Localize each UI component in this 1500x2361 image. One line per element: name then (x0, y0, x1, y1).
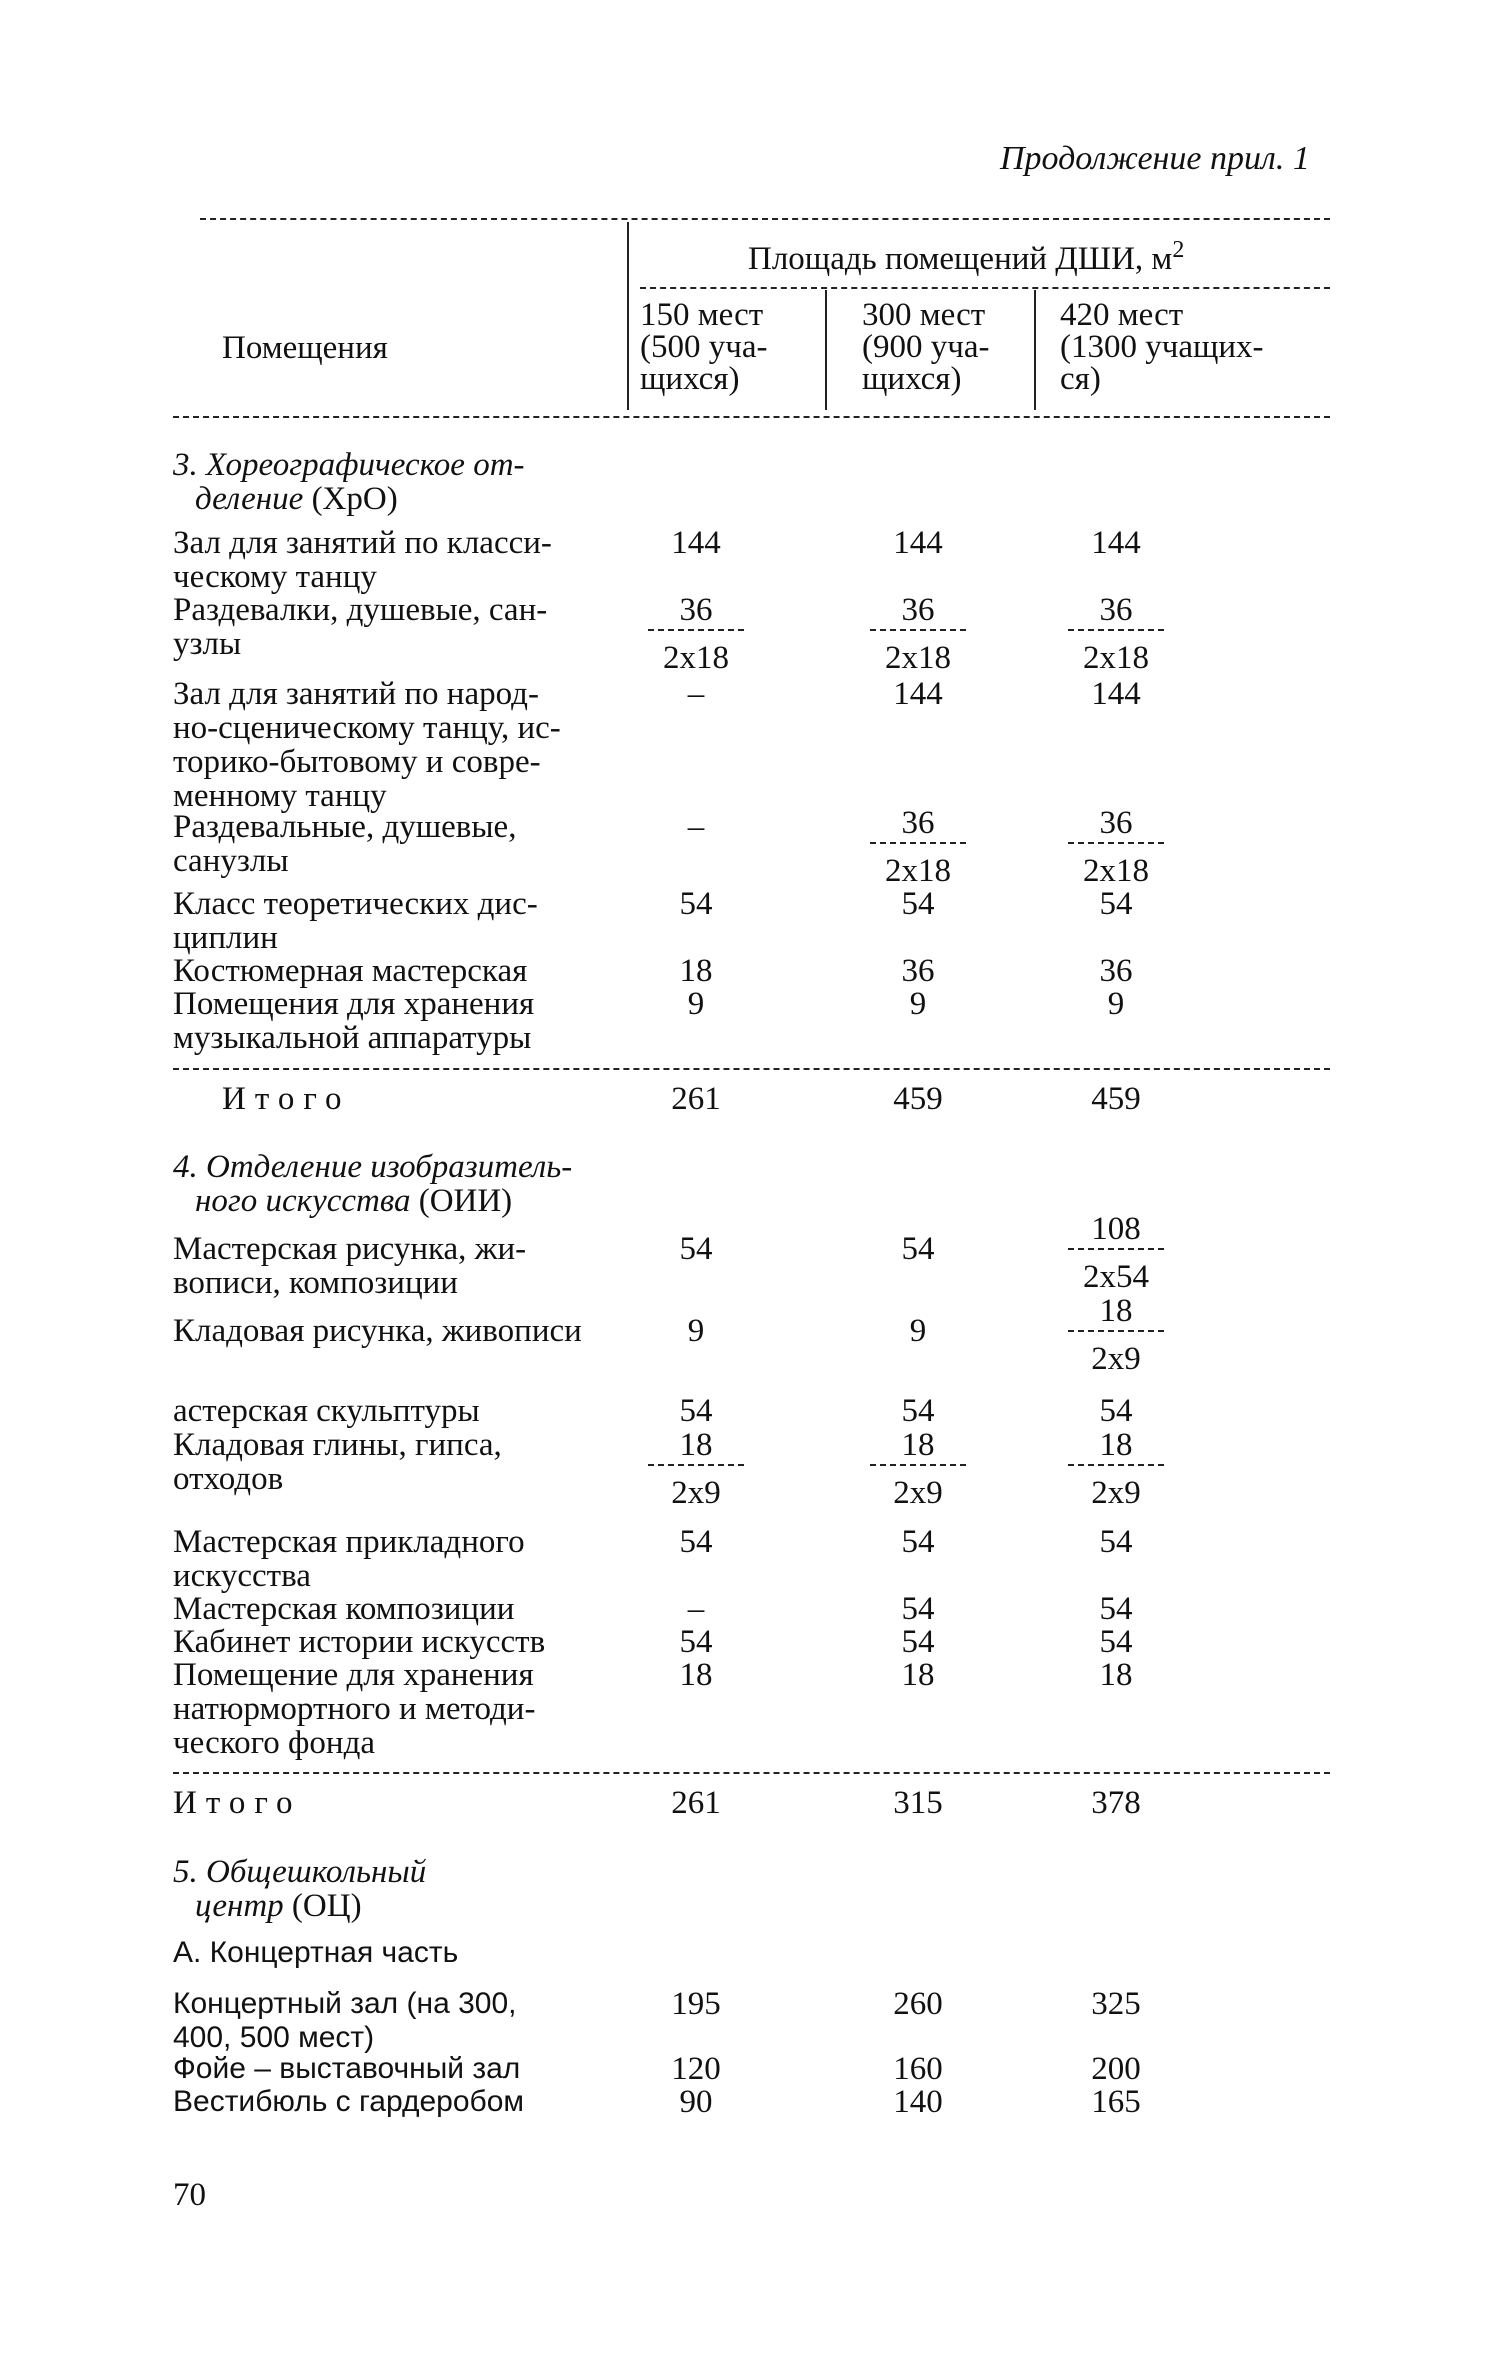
cell: 36 (1099, 953, 1133, 989)
section-3-total-label: Итого (222, 1081, 351, 1117)
fraction-cell: 18 2x9 (1046, 1428, 1186, 1510)
section-5-title: 5. Общешкольный центр (ОЦ) (173, 1854, 427, 1924)
cell: 54 (901, 1524, 935, 1560)
cell: 18 (901, 1657, 935, 1693)
header-divider-1 (627, 222, 629, 410)
cell: – (687, 1591, 705, 1627)
section-3-total-rule (173, 1068, 1330, 1070)
cell: 54 (679, 1624, 713, 1660)
cell: 54 (901, 1591, 935, 1627)
cell: 140 (893, 2084, 943, 2120)
row-folk-dance-hall: Зал для занятий по народ- но-сценическому танцу, ис- торико-бытовому и совре- менному танцу (173, 676, 561, 814)
row-music-equipment-storage: Помещения для хранения музыкальной аппаратуры (173, 986, 535, 1056)
fraction-cell: 36 2x18 (626, 593, 766, 675)
row-foyer-exhibition: Фойе – выставочный зал (173, 2052, 521, 2085)
total-cell: 459 (893, 1081, 943, 1117)
cell: 9 (909, 986, 927, 1022)
cell: 195 (671, 1986, 721, 2022)
section-4-title: 4. Отделение изобразитель- ного искусства (ОИИ) (173, 1149, 573, 1219)
cell: 54 (901, 1231, 935, 1267)
cell: 165 (1091, 2084, 1141, 2120)
section-4-total-label: Итого (173, 1785, 302, 1821)
total-cell: 315 (893, 1785, 943, 1821)
cell: 144 (1091, 525, 1141, 561)
cell: 18 (1099, 1657, 1133, 1693)
cell: 325 (1091, 1986, 1141, 2022)
running-header: Продолжение прил. 1 (1000, 140, 1310, 177)
page-number: 70 (173, 2177, 206, 2213)
fraction-cell: 18 2x9 (626, 1428, 766, 1510)
col2-header: 300 мест (900 уча- щихся) (862, 297, 990, 397)
cell: 54 (679, 886, 713, 922)
cell: 54 (1099, 1624, 1133, 1660)
area-group-title: Площадь помещений ДШИ, $м^2$ (748, 237, 1185, 277)
cell: 54 (901, 1393, 935, 1429)
row-clay-storage: Кладовая глины, гипса, отходов (173, 1427, 502, 1497)
row-drawing-workshop: Мастерская рисунка, жи- вописи, композиции (173, 1231, 527, 1301)
fraction-cell: 18 2x9 (848, 1428, 988, 1510)
col1-header: 150 мест (500 уча- щихся) (640, 297, 768, 397)
row-concert-hall: Концертный зал (на 300, 400, 500 мест) (173, 1987, 517, 2054)
cell: 18 (679, 1657, 713, 1693)
total-cell: 261 (671, 1081, 721, 1117)
cell: 54 (1099, 1393, 1133, 1429)
cell: 9 (1107, 986, 1125, 1022)
cell: 54 (679, 1393, 713, 1429)
cell: 260 (893, 1986, 943, 2022)
cell: 200 (1091, 2051, 1141, 2087)
subsection-title: А. Концертная часть (173, 1936, 459, 1969)
cell: 160 (893, 2051, 943, 2087)
section-3-title: 3. Хореографическое от- деление (ХрО) (173, 447, 525, 517)
fraction-cell: 108 2x54 (1046, 1212, 1186, 1294)
row-composition-workshop: Мастерская композиции (173, 1591, 515, 1627)
cell: 54 (1099, 886, 1133, 922)
row-sculpture-workshop: астерская скульптуры (173, 1393, 480, 1429)
total-cell: 378 (1091, 1785, 1141, 1821)
cell: 54 (679, 1231, 713, 1267)
cell: 9 (909, 1313, 927, 1349)
fraction-cell: 36 2x18 (848, 806, 988, 888)
rooms-column-header: Помещения (222, 330, 388, 366)
cell: 144 (893, 676, 943, 712)
row-drawing-storage: Кладовая рисунка, живописи (173, 1313, 582, 1349)
cell: 54 (901, 886, 935, 922)
total-cell: 459 (1091, 1081, 1141, 1117)
cell: 9 (687, 1313, 705, 1349)
cell: 36 (901, 953, 935, 989)
row-art-history-room: Кабинет истории искусств (173, 1624, 546, 1660)
cell: 144 (671, 525, 721, 561)
cell: 54 (1099, 1591, 1133, 1627)
row-changing-rooms: Раздевалки, душевые, сан- узлы (173, 592, 548, 662)
total-cell: 261 (671, 1785, 721, 1821)
row-still-life-storage: Помещение для хранения натюрмортного и методи- ческого фонда (173, 1657, 536, 1761)
cell: 54 (901, 1624, 935, 1660)
header-bottom-rule (173, 416, 1330, 418)
row-theory-class: Класс теоретических дис- циплин (173, 886, 538, 956)
cell: – (687, 809, 705, 845)
fraction-cell: 18 2x9 (1046, 1294, 1186, 1376)
row-lobby-cloakroom: Вестибюль с гардеробом (173, 2085, 525, 2118)
header-divider-2 (825, 290, 827, 410)
fraction-cell: 36 2x18 (1046, 593, 1186, 675)
row-classical-dance-hall: Зал для занятий по класси- ческому танцу (173, 525, 552, 595)
cell: 144 (893, 525, 943, 561)
header-divider-3 (1034, 290, 1036, 410)
cell: 120 (671, 2051, 721, 2087)
cell: 18 (679, 953, 713, 989)
group-header-rule (640, 287, 1330, 289)
cell: – (687, 676, 705, 712)
cell: 90 (679, 2084, 713, 2120)
row-applied-art-workshop: Мастерская прикладного искусства (173, 1524, 525, 1594)
row-costume-workshop: Костюмерная мастерская (173, 953, 528, 989)
col3-header: 420 мест (1300 учащих- ся) (1060, 297, 1264, 397)
cell: 54 (679, 1524, 713, 1560)
cell: 9 (687, 986, 705, 1022)
row-changing-rooms-2: Раздевальные, душевые, санузлы (173, 809, 517, 879)
fraction-cell: 36 2x18 (1046, 806, 1186, 888)
fraction-cell: 36 2x18 (848, 593, 988, 675)
table-top-rule (200, 218, 1330, 220)
cell: 54 (1099, 1524, 1133, 1560)
section-4-total-rule (173, 1772, 1330, 1774)
cell: 144 (1091, 676, 1141, 712)
